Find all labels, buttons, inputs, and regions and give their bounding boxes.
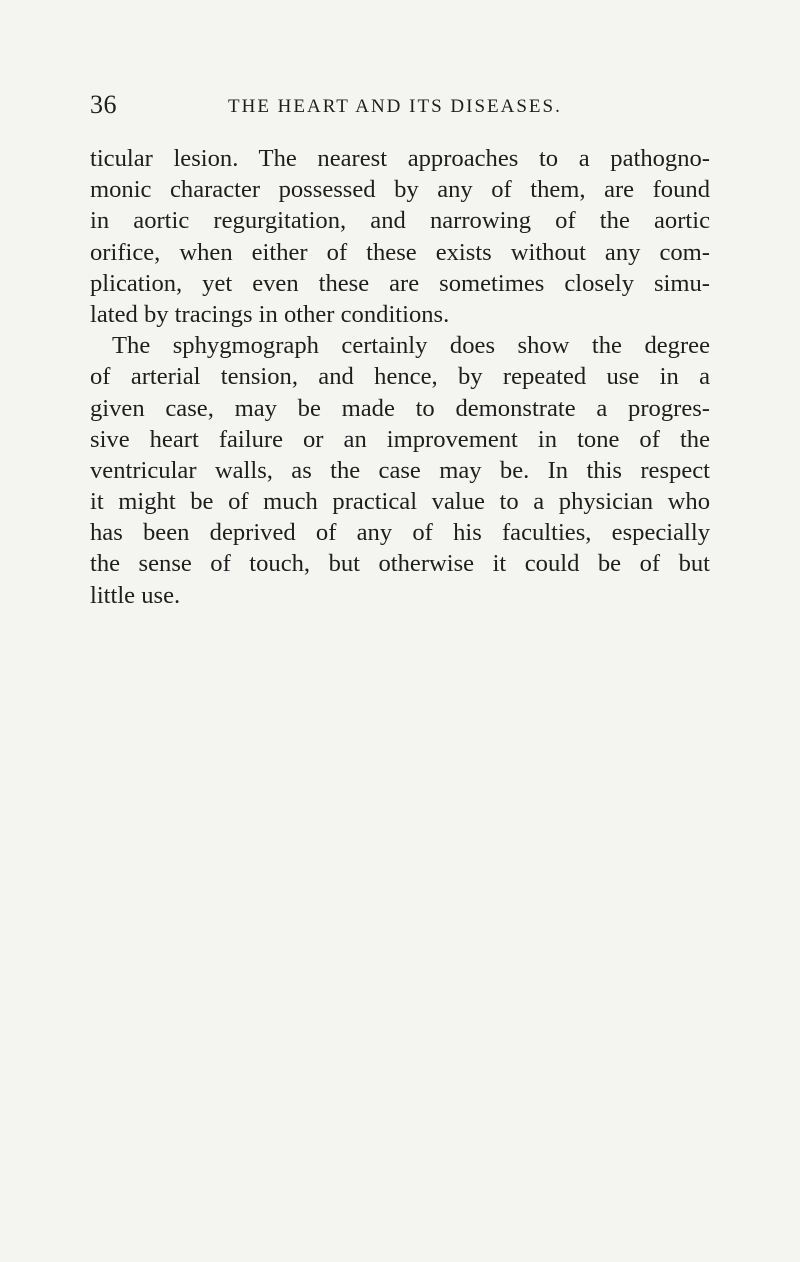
text-line: ventricular walls, as the case may be. In this respect <box>90 456 710 484</box>
text-line: it might be of much practical value to a physician who <box>90 488 710 516</box>
text-line: ticular lesion. The nearest approaches to a pathogno- <box>90 145 710 172</box>
text-line: monic character possessed by any of them, are found <box>90 176 710 204</box>
text-line: plication, yet even these are sometimes closely simu- <box>90 269 710 297</box>
text-line: in aortic regurgitation, and narrowing of the aortic <box>90 207 710 235</box>
text-line: the sense of touch, but otherwise it could be of but <box>90 550 710 578</box>
text-line: of arterial tension, and hence, by repeated use in a <box>90 363 710 391</box>
text-line: The sphygmograph certainly does show the degree <box>112 332 710 360</box>
running-head-title: THE HEART AND ITS DISEASES. <box>228 96 562 117</box>
text-line: orifice, when either of these exists without any com- <box>90 238 710 266</box>
page-number: 36 <box>90 90 117 119</box>
body-text <box>90 143 710 611</box>
running-head <box>90 84 710 124</box>
text-line: lated by tracings in other conditions. <box>90 300 450 328</box>
text-line: has been deprived of any of his faculties, especially <box>90 519 710 547</box>
text-line: given case, may be made to demonstrate a progres- <box>90 394 710 422</box>
text-line: little use. <box>90 581 181 609</box>
text-line: sive heart failure or an improvement in tone of the <box>90 425 710 453</box>
